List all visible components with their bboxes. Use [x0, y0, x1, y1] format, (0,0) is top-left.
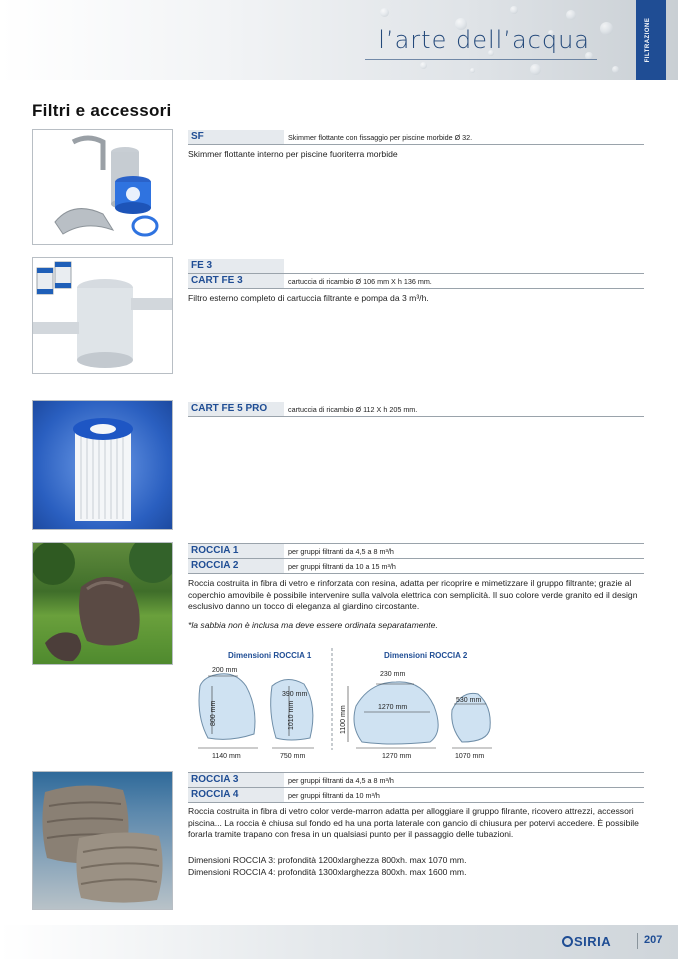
product-code: CART FE 3 [188, 274, 284, 288]
dim-label: 1010 mm [288, 700, 295, 730]
product-row-fe3 [188, 259, 644, 274]
product-text: Skimmer flottante interno per piscine fuoriterra morbide [188, 149, 398, 159]
header-underline [365, 59, 597, 60]
dim-label: 390 mm [282, 691, 308, 698]
dim-title-roccia2: Dimensioni ROCCIA 2 [384, 651, 468, 660]
dim-label: 200 mm [212, 667, 238, 674]
footer-separator [637, 933, 638, 949]
product-desc: per gruppi filtranti da 10 m³/h [288, 791, 380, 800]
product-code: ROCCIA 1 [188, 544, 284, 558]
section-side-tab [636, 0, 666, 80]
product-note: *la sabbia non è inclusa ma deve essere ordinata separatamente. [188, 620, 438, 630]
dim-title-roccia1: Dimensioni ROCCIA 1 [228, 651, 312, 660]
cartridge-photo [32, 400, 173, 530]
product-text: Roccia costruita in fibra di vetro e rinforzata con resina, adatta per ricoprire e mimetizzare il gruppo filtrante; grazie al coperchio amovibile è possibile intervenire sulla valvola elettrica con semplicità. Il suo colore verde granito ed il design esclusivo danno un tocco di eleganza al giardino circostante. [188, 578, 638, 612]
dim-label: 1140 mm [212, 753, 241, 760]
page-title: Filtri e accessori [32, 101, 172, 120]
header-title: l’arte dell’acqua [378, 26, 590, 54]
skimmer-photo [32, 129, 173, 245]
product-text: Roccia costruita in fibra di vetro color verde-marron adatta per alloggiare il gruppo filrante, ricovero attrezzi, accessori piscina... La roccia è chiusa sul fondo ed ha una porta laterale con gancio di chiusura per potervi accedere. È possibile forarla tramite trapano con fresa in un qualsiasi punto per il passaggio delle tubazioni. [188, 806, 639, 840]
product-row-cart-fe5-pro [188, 402, 644, 417]
product-dims-roccia3: Dimensioni ROCCIA 3: profondità 1200xlarghezza 800xh. max 1070 mm. [188, 855, 467, 865]
stone-rocks-photo [32, 771, 173, 910]
product-code: CART FE 5 PRO [188, 402, 284, 416]
dim-label: 1270 mm [378, 704, 408, 711]
filter-pump-photo [32, 257, 173, 374]
rock-garden-photo [32, 542, 173, 665]
page-number: 207 [644, 934, 663, 946]
rock-dimensions-diagram [190, 646, 502, 762]
dim-label: 1070 mm [455, 753, 485, 760]
brand-name: SIRIA [574, 934, 612, 949]
dim-label: 1270 mm [382, 753, 412, 760]
product-code: ROCCIA 3 [188, 773, 284, 787]
product-code: SF [188, 130, 284, 144]
section-side-tab-label: FILTRAZIONE [645, 17, 651, 63]
product-row-roccia4 [188, 788, 644, 803]
product-code: ROCCIA 2 [188, 559, 284, 573]
brand-logo [562, 934, 611, 949]
product-code: ROCCIA 4 [188, 788, 284, 802]
dim-label: 230 mm [380, 671, 406, 678]
product-row-roccia1 [188, 544, 644, 559]
product-desc: per gruppi filtranti da 4,5 a 8 m³/h [288, 776, 394, 785]
dim-label: 800 mm [210, 700, 217, 726]
dim-label: 750 mm [280, 753, 306, 760]
product-dims-roccia4: Dimensioni ROCCIA 4: profondità 1300xlarghezza 800xh. max 1600 mm. [188, 867, 467, 877]
product-desc: cartuccia di ricambio Ø 112 X h 205 mm. [288, 405, 418, 414]
product-desc: per gruppi filtranti da 4,5 a 8 m³/h [288, 547, 394, 556]
product-row-cart-fe3 [188, 274, 644, 289]
brand-o-icon [562, 936, 573, 947]
product-row-roccia3 [188, 773, 644, 788]
product-desc: Skimmer flottante con fissaggio per piscine morbide Ø 32. [288, 133, 473, 142]
product-code: FE 3 [188, 259, 284, 273]
product-desc: cartuccia di ricambio Ø 106 mm X h 136 mm. [288, 277, 432, 286]
dim-label: 1100 mm [340, 705, 347, 734]
product-row-roccia2 [188, 559, 644, 574]
product-desc: per gruppi filtranti da 10 a 15 m³/h [288, 562, 396, 571]
dim-label: 530 mm [456, 697, 482, 704]
product-text: Filtro esterno completo di cartuccia filtrante e pompa da 3 m³/h. [188, 293, 429, 303]
product-row-sf [188, 130, 644, 145]
